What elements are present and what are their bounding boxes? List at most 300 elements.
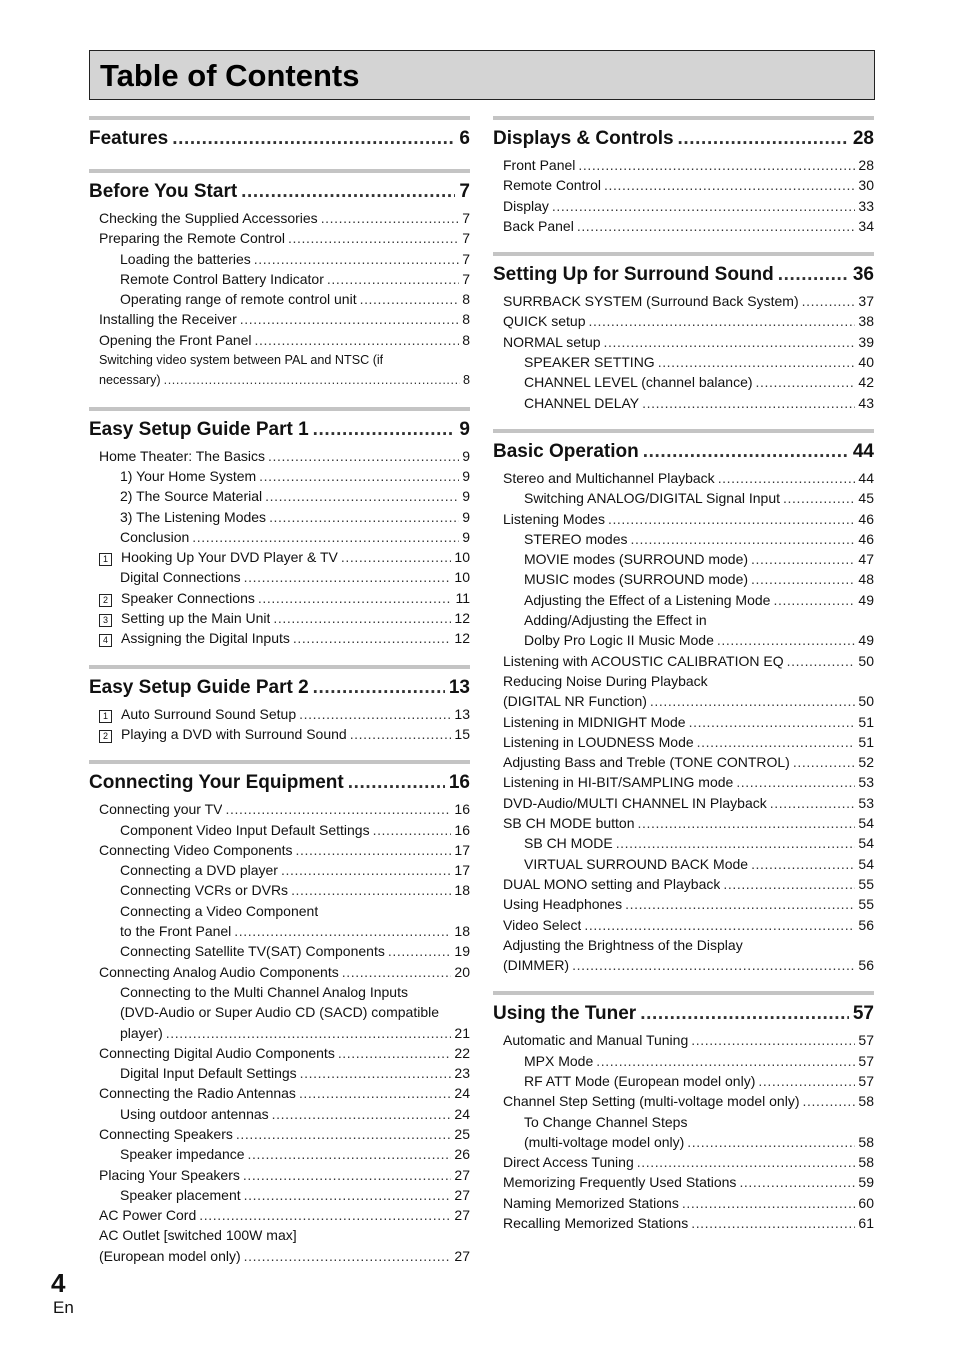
dot-leader <box>360 289 460 309</box>
toc-entry[interactable] <box>89 941 470 961</box>
entry-label: 3) The Listening Modes <box>120 508 267 525</box>
entry-page-number: 8 <box>462 291 470 308</box>
entry-label: SB CH MODE button <box>503 815 635 832</box>
toc-entry[interactable] <box>89 567 470 587</box>
section-title: Using the Tuner <box>493 1003 637 1025</box>
section-page-number: 6 <box>459 128 470 149</box>
entry-page-number: 17 <box>454 862 470 879</box>
dot-leader <box>244 1185 452 1205</box>
entry-page-number: 57 <box>858 1072 874 1089</box>
toc-entry[interactable] <box>493 529 874 549</box>
toc-entry[interactable] <box>493 1030 874 1050</box>
entry-label: Remote Control Battery Indicator <box>120 270 324 287</box>
toc-entry[interactable] <box>89 330 470 350</box>
entry-page-number: 25 <box>454 1125 470 1142</box>
dot-leader <box>756 372 856 392</box>
dot-leader <box>604 332 856 352</box>
toc-entry[interactable] <box>493 1193 874 1213</box>
dot-leader <box>803 1091 856 1111</box>
dot-leader <box>281 860 451 880</box>
toc-entry[interactable] <box>89 982 470 1002</box>
entry-label: RF ATT Mode (European model only) <box>524 1072 756 1089</box>
section-title: Displays & Controls <box>493 128 674 149</box>
toc-entry[interactable] <box>493 1112 874 1132</box>
language-label: En <box>53 1298 74 1317</box>
dot-leader <box>272 1104 452 1124</box>
toc-entry[interactable] <box>493 175 874 195</box>
section-title: Connecting Your Equipment <box>89 772 344 794</box>
entry-page-number: 18 <box>454 882 470 899</box>
dot-leader <box>313 416 456 444</box>
entry-label: 2) The Source Material <box>120 488 263 505</box>
toc-entry[interactable] <box>493 651 874 671</box>
dot-leader <box>269 507 459 527</box>
dot-leader <box>691 1213 855 1233</box>
entry-label: Direct Access Tuning <box>503 1154 634 1171</box>
entry-label: CHANNEL LEVEL (channel balance) <box>524 374 753 391</box>
step-number-box: 2 <box>99 594 112 607</box>
entry-page-number: 54 <box>858 835 874 852</box>
entry-page-number: 30 <box>858 177 874 194</box>
entry-label: Adjusting the Effect of a Listening Mode <box>524 591 771 608</box>
section-heading[interactable] <box>89 178 470 206</box>
section-page-number: 57 <box>852 1003 874 1025</box>
entry-page-number: 9 <box>462 488 470 505</box>
section-heading[interactable] <box>89 416 470 444</box>
entry-page-number: 16 <box>454 821 470 838</box>
entry-label: Adjusting the Brightness of the Display <box>503 936 743 953</box>
toc-entry[interactable] <box>493 630 874 650</box>
section-page-number: 13 <box>448 676 470 698</box>
toc-entry[interactable] <box>89 1165 470 1185</box>
toc-entry[interactable] <box>89 466 470 486</box>
toc-entry[interactable] <box>493 610 874 630</box>
entry-page-number: 8 <box>462 373 470 388</box>
entry-page-number: 9 <box>462 447 470 464</box>
section-heading[interactable] <box>493 125 874 153</box>
entry-page-number: 9 <box>462 528 470 545</box>
entry-label: MOVIE modes (SURROUND mode) <box>524 551 749 568</box>
dot-leader <box>341 547 452 567</box>
toc-entry[interactable] <box>89 289 470 309</box>
entry-page-number: 45 <box>858 490 874 507</box>
toc-entry[interactable] <box>89 860 470 880</box>
entry-page-number: 51 <box>858 733 874 750</box>
entry-label: Connecting the Radio Antennas <box>99 1085 296 1102</box>
step-number-box: 3 <box>99 614 112 627</box>
dot-leader <box>793 752 856 772</box>
toc-entry[interactable] <box>89 208 470 228</box>
toc-entry[interactable] <box>89 1063 470 1083</box>
toc-entry[interactable] <box>89 309 470 329</box>
toc-entry[interactable] <box>493 1051 874 1071</box>
dot-leader <box>296 840 452 860</box>
entry-label: SPEAKER SETTING <box>524 354 655 371</box>
entry-label: (DVD-Audio or Super Audio CD (SACD) compatible <box>120 1004 440 1021</box>
entry-page-number: 50 <box>858 693 874 710</box>
dot-leader <box>259 466 459 486</box>
entry-page-number: 10 <box>454 549 470 566</box>
title-bar <box>89 50 875 100</box>
section-heading[interactable] <box>89 769 470 797</box>
entry-label: Front Panel <box>503 157 576 173</box>
toc-entry[interactable] <box>493 712 874 732</box>
toc-entry[interactable] <box>493 393 874 413</box>
section-title: Basic Operation <box>493 440 639 462</box>
toc-entry[interactable] <box>493 291 874 311</box>
entry-page-number: 8 <box>462 331 470 348</box>
dot-leader <box>338 1043 452 1063</box>
dot-leader <box>642 393 855 413</box>
entry-page-number: 28 <box>858 157 874 173</box>
entry-page-number: 53 <box>858 774 874 791</box>
entry-label: Playing a DVD with Surround Sound <box>121 725 347 742</box>
entry-label: (DIGITAL NR Function) <box>503 693 647 710</box>
entry-label: Connecting to the Multi Channel Analog Inputs <box>120 983 408 1000</box>
section-title: Features <box>89 128 169 149</box>
dot-leader <box>388 941 452 961</box>
entry-page-number: 22 <box>454 1044 470 1061</box>
dot-leader <box>313 674 445 702</box>
toc-entry[interactable] <box>89 628 470 648</box>
entry-page-number: 38 <box>858 313 874 330</box>
dot-leader <box>240 309 459 329</box>
entry-label: Using Headphones <box>503 896 623 913</box>
section-page-number: 36 <box>852 264 874 286</box>
dot-leader <box>650 691 856 711</box>
toc-entry[interactable] <box>89 547 470 567</box>
entry-label: Switching ANALOG/DIGITAL Signal Input <box>524 490 781 507</box>
entry-label: Operating range of remote control unit <box>120 291 357 308</box>
toc-entry[interactable] <box>89 724 470 744</box>
dot-leader <box>643 438 849 466</box>
entry-page-number: 12 <box>454 610 470 627</box>
entry-label: Listening in MIDNIGHT Mode <box>503 713 686 730</box>
toc-entry[interactable] <box>89 1043 470 1063</box>
dot-leader <box>682 1193 856 1213</box>
dot-leader <box>751 549 855 569</box>
dot-leader <box>244 567 452 587</box>
toc-entry[interactable] <box>493 468 874 488</box>
toc-entry[interactable] <box>493 732 874 752</box>
toc-entry[interactable] <box>493 833 874 853</box>
toc-entry[interactable] <box>89 1023 470 1043</box>
entry-label: Connecting your TV <box>99 801 223 818</box>
dot-leader <box>689 712 856 732</box>
entry-page-number: 18 <box>454 923 470 940</box>
section-title: Setting Up for Surround Sound <box>493 264 774 286</box>
dot-leader <box>783 488 855 508</box>
dot-leader <box>630 529 855 549</box>
toc-entry[interactable] <box>493 752 874 772</box>
step-number-box: 1 <box>99 553 112 566</box>
toc-entry[interactable] <box>493 1091 874 1111</box>
toc-entry[interactable] <box>493 813 874 833</box>
toc-entry[interactable] <box>493 332 874 352</box>
toc-entry[interactable] <box>493 793 874 813</box>
entry-label: To Change Channel Steps <box>524 1113 688 1130</box>
section-heading[interactable] <box>89 125 470 153</box>
dot-leader <box>577 216 856 236</box>
toc-entry[interactable] <box>493 955 874 975</box>
toc-entry[interactable] <box>89 507 470 527</box>
toc-entry[interactable] <box>89 1144 470 1164</box>
toc-entry[interactable] <box>89 486 470 506</box>
toc-entry[interactable] <box>89 1104 470 1124</box>
entry-label: VIRTUAL SURROUND BACK Mode <box>524 855 749 872</box>
toc-entry[interactable] <box>493 854 874 874</box>
toc-entry[interactable] <box>493 155 874 175</box>
entry-page-number: 13 <box>454 705 470 722</box>
section-page-number: 44 <box>852 440 874 462</box>
dot-leader <box>739 1172 855 1192</box>
toc-entry[interactable] <box>89 527 470 547</box>
entry-page-number: 15 <box>454 725 470 742</box>
dot-leader <box>255 330 460 350</box>
entry-label: Home Theater: The Basics <box>99 447 266 464</box>
entry-label: Adjusting Bass and Treble (TONE CONTROL) <box>503 754 790 771</box>
entry-label: Naming Memorized Stations <box>503 1194 679 1211</box>
entry-page-number: 33 <box>858 197 874 214</box>
toc-entry[interactable] <box>493 1132 874 1152</box>
entry-label: MUSIC modes (SURROUND mode) <box>524 571 749 588</box>
toc-entry[interactable] <box>89 370 470 390</box>
section-page-number: 16 <box>448 772 470 794</box>
entry-label: Connecting Speakers <box>99 1125 233 1142</box>
entry-page-number: 37 <box>858 293 874 310</box>
dot-leader <box>687 1132 855 1152</box>
toc-entry[interactable] <box>89 1205 470 1225</box>
dot-leader <box>638 813 856 833</box>
entry-label: Assigning the Digital Inputs <box>121 630 290 647</box>
toc-entry[interactable] <box>89 228 470 248</box>
toc-entry[interactable] <box>493 691 874 711</box>
toc-entry[interactable] <box>89 249 470 269</box>
toc-entry[interactable] <box>89 350 470 370</box>
entry-label: Listening in HI-BIT/SAMPLING mode <box>503 774 734 791</box>
dot-leader <box>584 915 855 935</box>
dot-leader <box>172 125 455 153</box>
toc-entry[interactable] <box>493 372 874 392</box>
entry-page-number: 57 <box>858 1052 874 1069</box>
toc-entry[interactable] <box>89 1124 470 1144</box>
entry-label: AC Power Cord <box>99 1207 197 1224</box>
entry-label: Placing Your Speakers <box>99 1166 240 1183</box>
entry-page-number: 61 <box>858 1215 874 1232</box>
dot-leader <box>199 1205 451 1225</box>
toc-section <box>89 665 470 745</box>
toc-entry[interactable] <box>493 569 874 589</box>
step-number-box: 4 <box>99 634 112 647</box>
dot-leader <box>164 370 460 390</box>
entry-page-number: 55 <box>858 896 874 913</box>
toc-entry[interactable] <box>493 1172 874 1192</box>
toc-entry[interactable] <box>493 772 874 792</box>
entry-label: Speaker Connections <box>121 589 255 606</box>
dot-leader <box>787 651 856 671</box>
toc-entry[interactable] <box>89 588 470 608</box>
entry-page-number: 42 <box>858 374 874 391</box>
entry-label: Memorizing Frequently Used Stations <box>503 1174 737 1191</box>
toc-entry[interactable] <box>89 269 470 289</box>
entry-page-number: 9 <box>462 508 470 525</box>
dot-leader <box>268 446 459 466</box>
entry-page-number: 44 <box>858 469 874 486</box>
toc-entry[interactable] <box>89 880 470 900</box>
entry-page-number: 59 <box>858 1174 874 1191</box>
dot-leader <box>241 178 455 206</box>
entry-page-number: 9 <box>462 467 470 484</box>
entry-label: Loading the batteries <box>120 250 251 267</box>
toc-entry[interactable] <box>493 915 874 935</box>
toc-entry[interactable] <box>493 874 874 894</box>
toc-entry[interactable] <box>493 671 874 691</box>
entry-page-number: 20 <box>454 963 470 980</box>
dot-leader <box>291 880 451 900</box>
dot-leader <box>572 955 855 975</box>
entry-label: Connecting Analog Audio Components <box>99 963 339 980</box>
dot-leader <box>342 962 452 982</box>
section-title: Easy Setup Guide Part 2 <box>89 676 309 698</box>
dot-leader <box>751 854 855 874</box>
entry-label: Preparing the Remote Control <box>99 230 285 247</box>
entry-label: Stereo and Multichannel Playback <box>503 469 715 486</box>
section-heading[interactable] <box>89 674 470 702</box>
dot-leader <box>258 588 453 608</box>
dot-leader <box>751 569 855 589</box>
entry-page-number: 53 <box>858 794 874 811</box>
toc-entry[interactable] <box>493 1152 874 1172</box>
dot-leader <box>265 486 459 506</box>
entry-label: Back Panel <box>503 217 574 234</box>
entry-page-number: 46 <box>858 530 874 547</box>
toc-entry[interactable] <box>493 352 874 372</box>
entry-label: Connecting Digital Audio Components <box>99 1044 335 1061</box>
toc-entry[interactable] <box>89 1225 470 1245</box>
entry-label: Hooking Up Your DVD Player & TV <box>121 549 338 566</box>
dot-leader <box>578 155 855 175</box>
toc-entry[interactable] <box>89 799 470 819</box>
entry-label: NORMAL setup <box>503 333 601 350</box>
section-page-number: 9 <box>459 418 470 440</box>
dot-leader <box>608 509 855 529</box>
toc-entry[interactable] <box>89 840 470 860</box>
section-heading[interactable] <box>493 438 874 466</box>
toc-entry[interactable] <box>493 590 874 610</box>
entry-page-number: 27 <box>454 1207 470 1224</box>
section-heading[interactable] <box>493 261 874 289</box>
toc-entry[interactable] <box>493 894 874 914</box>
toc-section <box>89 760 470 1266</box>
toc-entry[interactable] <box>89 1246 470 1266</box>
entry-label: MPX Mode <box>524 1052 594 1069</box>
toc-section <box>89 116 470 153</box>
dot-leader <box>243 1165 452 1185</box>
entry-page-number: 34 <box>858 217 874 234</box>
toc-entry[interactable] <box>89 1185 470 1205</box>
entry-page-number: 58 <box>858 1093 874 1110</box>
entry-page-number: 16 <box>454 801 470 818</box>
entry-label: Automatic and Manual Tuning <box>503 1032 689 1049</box>
section-heading[interactable] <box>493 1000 874 1028</box>
entry-label: Speaker placement <box>120 1186 241 1203</box>
toc-entry[interactable] <box>89 446 470 466</box>
entry-label: Remote Control <box>503 177 602 194</box>
dot-leader <box>373 820 452 840</box>
entry-page-number: 7 <box>462 270 470 287</box>
dot-leader <box>300 1063 452 1083</box>
dot-leader <box>778 261 849 289</box>
toc-section <box>89 407 470 649</box>
toc-entry[interactable] <box>493 549 874 569</box>
entry-page-number: 58 <box>858 1133 874 1150</box>
entry-page-number: 49 <box>858 632 874 649</box>
toc-entry[interactable] <box>89 921 470 941</box>
toc-entry[interactable] <box>89 901 470 921</box>
dot-leader <box>254 249 459 269</box>
entry-label: Connecting a Video Component <box>120 902 319 919</box>
page-number: 4 <box>51 1268 66 1298</box>
dot-leader <box>321 208 460 228</box>
entry-page-number: 23 <box>454 1065 470 1082</box>
entry-label: necessary) <box>99 373 161 388</box>
dot-leader <box>640 1000 849 1028</box>
toc-entry[interactable] <box>493 1213 874 1233</box>
toc-entry[interactable] <box>493 935 874 955</box>
dot-leader <box>248 1144 452 1164</box>
entry-label: Setting up the Main Unit <box>121 610 271 627</box>
dot-leader <box>773 590 855 610</box>
dot-leader <box>723 874 855 894</box>
entry-page-number: 54 <box>858 815 874 832</box>
toc-entry[interactable] <box>89 820 470 840</box>
entry-label: player) <box>120 1024 163 1041</box>
toc-entry[interactable] <box>89 962 470 982</box>
toc-entry[interactable] <box>493 488 874 508</box>
toc-entry[interactable] <box>89 1083 470 1103</box>
toc-entry[interactable] <box>493 509 874 529</box>
entry-page-number: 57 <box>858 1032 874 1049</box>
entry-label: (DIMMER) <box>503 957 570 974</box>
toc-entry[interactable] <box>493 216 874 236</box>
toc-entry[interactable] <box>89 608 470 628</box>
entry-page-number: 39 <box>858 333 874 350</box>
entry-page-number: 46 <box>858 510 874 527</box>
toc-entry[interactable] <box>89 1002 470 1022</box>
toc-right-column <box>493 116 874 1249</box>
entry-page-number: 12 <box>454 630 470 647</box>
step-number-box: 1 <box>99 710 112 723</box>
dot-leader <box>678 125 849 153</box>
toc-entry[interactable] <box>493 311 874 331</box>
dot-leader <box>758 1071 855 1091</box>
dot-leader <box>691 1030 855 1050</box>
toc-entry[interactable] <box>493 1071 874 1091</box>
entry-page-number: 24 <box>454 1105 470 1122</box>
toc-left-column <box>89 116 470 1282</box>
entry-page-number: 19 <box>454 943 470 960</box>
entry-label: Recalling Memorized Stations <box>503 1215 689 1232</box>
toc-entry[interactable] <box>89 704 470 724</box>
toc-entry[interactable] <box>493 196 874 216</box>
entry-label: CHANNEL DELAY <box>524 394 640 411</box>
dot-leader <box>348 769 445 797</box>
entry-label: DVD-Audio/MULTI CHANNEL IN Playback <box>503 794 767 811</box>
entry-label: Adding/Adjusting the Effect in <box>524 612 707 629</box>
dot-leader <box>234 921 451 941</box>
dot-leader <box>616 833 856 853</box>
dot-leader <box>166 1023 452 1043</box>
